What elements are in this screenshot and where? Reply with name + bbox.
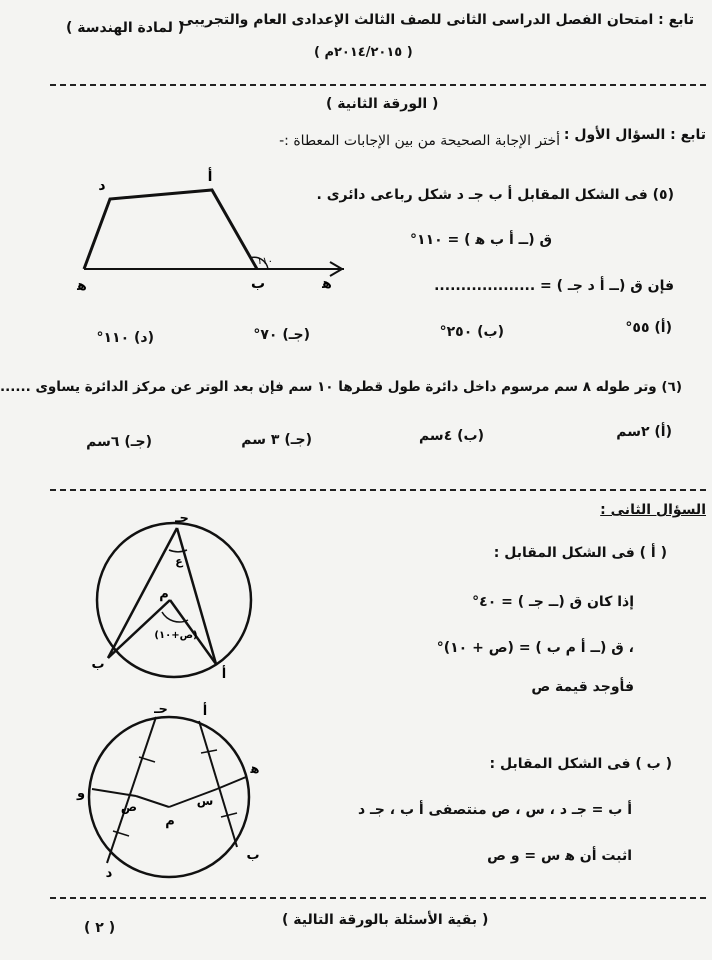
q6-option-d[interactable]: (جـ) ٦سم [86, 434, 152, 450]
label-m: م [165, 814, 175, 829]
label-h-left: ﻫ [77, 278, 87, 294]
label-h-right: ﻫ [322, 276, 332, 292]
page-number: ( ٢ ) [84, 920, 116, 936]
divider [50, 84, 706, 86]
label-a: أ [221, 667, 227, 682]
q2a-title: ( أ ) فى الشكل المقابل : [493, 545, 667, 561]
label-h: ﻫ [250, 762, 260, 777]
figure-circle-a [84, 511, 264, 685]
label-c: حـ [175, 511, 189, 526]
label-b: ب [91, 657, 105, 672]
figure-circle-b [69, 702, 279, 881]
q2a-line3: فأوجد قيمة ص [531, 679, 634, 695]
q2a-line1: إذا كان ق (ــ جـ ) = ٤٠° [472, 594, 634, 610]
q6-option-c[interactable]: (جـ) ٣ سم [241, 432, 312, 448]
q5-given: ق (ــ أ ب ﻫ ) = ١١٠° [410, 232, 552, 248]
label-b: ب [246, 848, 260, 863]
label-s-ad: ص [120, 800, 138, 814]
divider [50, 897, 706, 899]
subject-label: ( لمادة الهندسة ) [66, 20, 185, 36]
q5-option-a[interactable]: (أ) ٥٥° [625, 320, 672, 336]
sheet-label: ( الورقة الثانية ) [326, 96, 439, 112]
label-b: ب [250, 276, 266, 292]
q5-option-c[interactable]: (جـ) ٧٠° [253, 327, 310, 343]
continue-note: ( بقية الأسئلة بالورقة التالية ) [282, 912, 489, 928]
label-w: و [76, 786, 86, 801]
label-c: حـ [154, 702, 168, 717]
q5-option-d[interactable]: (د) ١١٠° [96, 330, 154, 346]
label-d: د [105, 866, 113, 881]
q5-option-b[interactable]: (ب) ٢٥٠° [439, 324, 504, 340]
exam-title: تابع : امتحان الفصل الدراسى الثانى للصف الثالث الإعدادى العام والتجريبى [179, 12, 694, 28]
q2-label: السؤال الثانى : [600, 502, 706, 518]
q2b-line2: اثبت أن ﻫ س = و ص [487, 848, 632, 864]
label-a: أ [207, 169, 213, 185]
exam-year: ( ٢٠١٤/٢٠١٥م ) [314, 45, 413, 60]
q6-option-a[interactable]: (أ) ٢سم [616, 424, 672, 440]
q2b-title: ( ب ) فى الشكل المقابل : [489, 756, 672, 772]
q2a-line2: ، ق (ــ أ م ب ) = (ص + ١٠)° [436, 640, 634, 656]
figure-cyclic-quadrilateral [72, 168, 362, 298]
label-s: س [196, 794, 214, 808]
q6-stem: (٦) وتر طوله ٨ سم مرسوم داخل دائرة طول قطرها ١٠ سم فإن بعد الوتر عن مركز الدائرة يساوى ...... [0, 379, 682, 395]
divider [50, 489, 706, 491]
q2b-line1: أ ب = جـ د ، س ، ص منتصفى أ ب ، جـ د [357, 802, 632, 818]
label-d: د [98, 178, 106, 194]
q5-stem: (٥) فى الشكل المقابل أ ب جـ د شكل رباعى دائرى . [316, 187, 674, 203]
q6-option-b[interactable]: (ب) ٤سم [418, 428, 484, 444]
q1-label: تابع : السؤال الأول : [563, 127, 706, 143]
q5-ask: فإن ق (ــ أ د جـ ) = ................... [434, 278, 674, 294]
angle-label: (ص+١٠) [154, 630, 198, 641]
angle-label: ١١٠ [256, 256, 274, 267]
q1-instruction: أختر الإجابة الصحيحة من بين الإجابات المعطاة :- [279, 133, 560, 149]
label-m: م [159, 587, 169, 602]
label-a: أ [202, 704, 208, 719]
angle-label: ع [175, 555, 183, 568]
